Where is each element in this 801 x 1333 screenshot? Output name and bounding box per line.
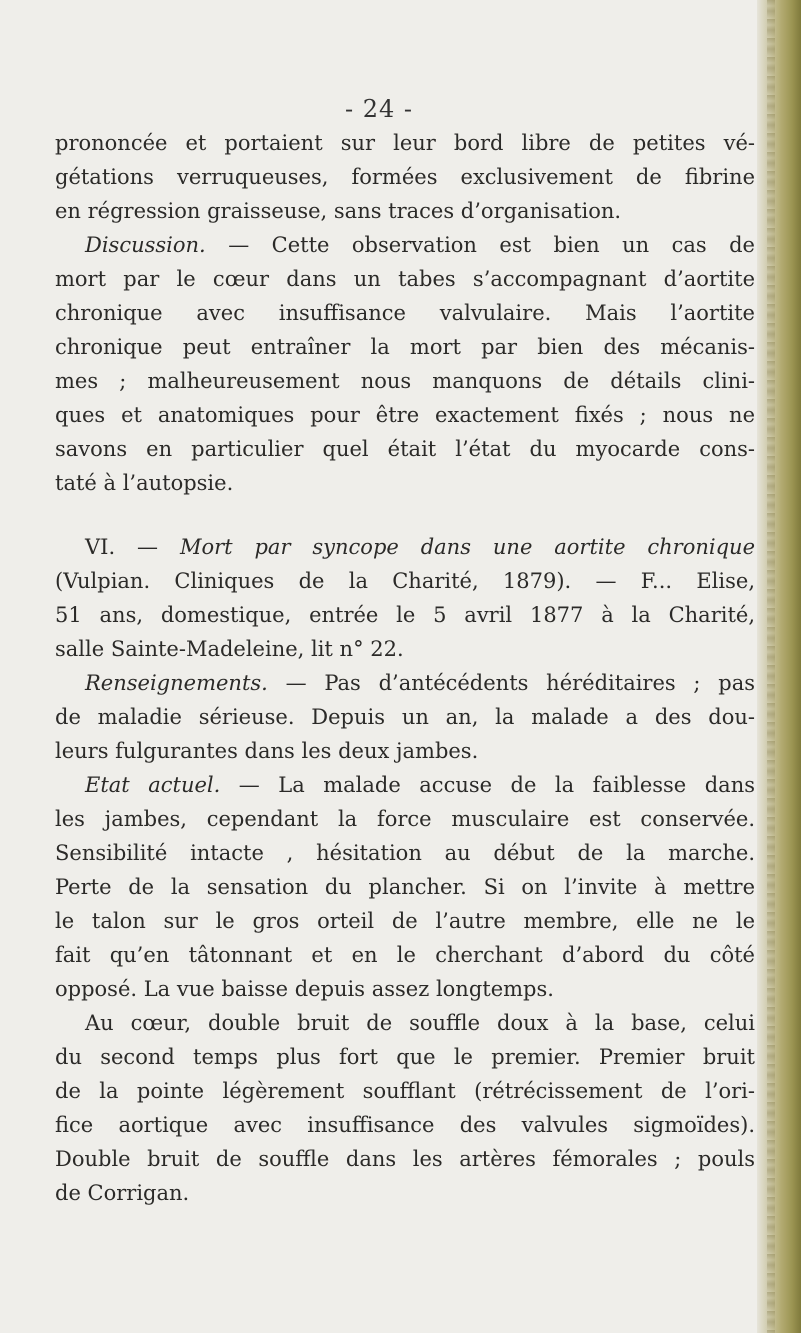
text-line: de Corrigan. — [55, 1181, 190, 1205]
text-line: Sensibilité intacte , hésitation au début de la marche. — [55, 841, 755, 865]
text-line: chronique peut entraîner la mort par bien des mécanis- — [55, 335, 755, 359]
text-line: 51 ans, domestique, entrée le 5 avril 1877 à la Charité, — [55, 603, 755, 627]
text-line: mort par le cœur dans un tabes s’accompagnant d’aortite — [55, 267, 755, 291]
text-line: Renseignements. — Pas d’antécédents héréditaires ; pas — [85, 671, 755, 695]
section-heading-etat-actuel: Etat actuel. — [85, 773, 221, 797]
text-line: mes ; malheureusement nous manquons de détails clini- — [55, 369, 755, 393]
page-edge-binding — [757, 0, 801, 1333]
text-line: du second temps plus fort que le premier. Premier bruit — [55, 1045, 755, 1069]
observation-number: VI. — — [85, 535, 180, 559]
text-line: ques et anatomiques pour être exactement fixés ; nous ne — [55, 403, 755, 427]
observation-title: Mort par syncope dans une aortite chronique — [179, 535, 755, 559]
text-line: Double bruit de souffle dans les artères fémorales ; pouls — [55, 1147, 755, 1171]
text-line: salle Sainte-Madeleine, lit n° 22. — [55, 637, 404, 661]
text-line: prononcée et portaient sur leur bord libre de petites vé- — [55, 131, 755, 155]
text-line: Perte de la sensation du plancher. Si on l’invite à mettre — [55, 875, 755, 899]
text-line: les jambes, cependant la force musculaire est conservée. — [55, 807, 755, 831]
text-line: Etat actuel. — La malade accuse de la faiblesse dans — [85, 773, 755, 797]
text-line: fice aortique avec insuffisance des valvules sigmoïdes). — [55, 1113, 755, 1137]
observation-heading — [55, 530, 755, 564]
text-line: savons en particulier quel était l’état du myocarde cons- — [55, 437, 755, 461]
text-line: de maladie sérieuse. Depuis un an, la malade a des dou- — [55, 705, 755, 729]
section-heading-renseignements: Renseignements. — [85, 671, 268, 695]
text-line: gétations verruqueuses, formées exclusivement de fibrine — [55, 165, 755, 189]
text-line: Au cœur, double bruit de souffle doux à la base, celui — [85, 1011, 755, 1035]
text-line: en régression graisseuse, sans traces d’organisation. — [55, 199, 622, 223]
page-number: - 24 - — [344, 95, 413, 123]
text-line: chronique avec insuffisance valvulaire. Mais l’aortite — [55, 301, 755, 325]
text-line: de la pointe légèrement soufflant (rétrécissement de l’ori- — [55, 1079, 755, 1103]
text-line: le talon sur le gros orteil de l’autre membre, elle ne le — [55, 909, 755, 933]
text-line: Discussion. — Cette observation est bien un cas de — [85, 233, 755, 257]
body-text — [55, 126, 755, 1210]
text-line: leurs fulgurantes dans les deux jambes. — [55, 739, 479, 763]
text-line: (Vulpian. Cliniques de la Charité, 1879). — F... Elise, — [55, 569, 755, 593]
section-heading-discussion: Discussion. — [85, 233, 206, 257]
text-line: fait qu’en tâtonnant et en le cherchant d’abord du côté — [55, 943, 755, 967]
text-line: taté à l’autopsie. — [55, 471, 234, 495]
text-line: opposé. La vue baisse depuis assez longtemps. — [55, 977, 554, 1001]
